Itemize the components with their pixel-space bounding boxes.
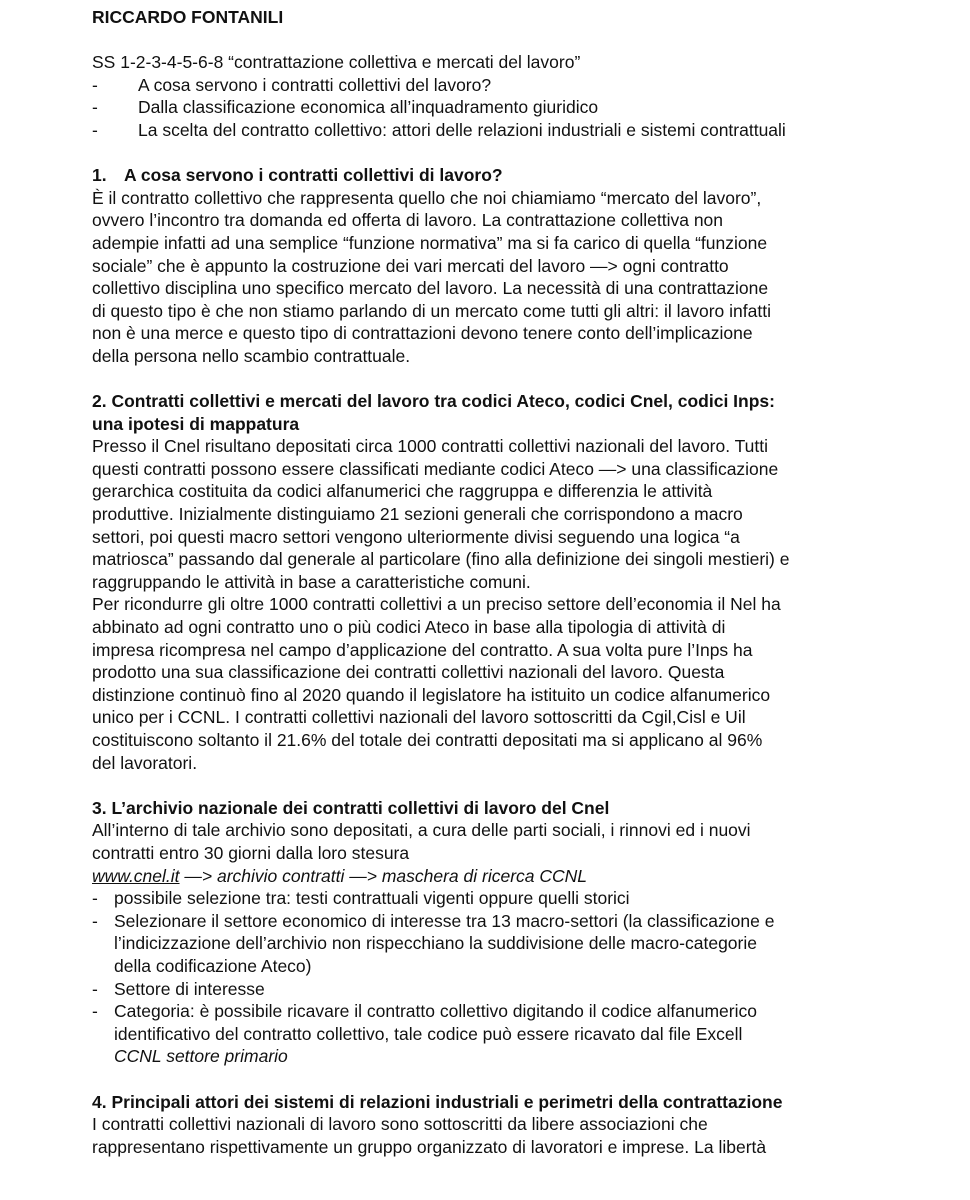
text-line: adempie infatti ad una semplice “funzione normativa” ma si fa carico di quella “funzione xyxy=(92,232,768,253)
dash-bullet: - xyxy=(92,978,98,999)
heading-line: 2. Contratti collettivi e mercati del lavoro tra codici Ateco, codici Cnel, codici Inps: xyxy=(92,391,775,412)
text-line: della persona nello scambio contrattuale. xyxy=(92,345,411,366)
dash-bullet: - xyxy=(92,1001,98,1022)
text-line: gerarchica costituita da codici alfanumerici che raggruppa e differenzia le attività xyxy=(92,481,713,502)
list-item xyxy=(92,910,910,978)
text-line: È il contratto collettivo che rappresenta quello che noi chiamiamo “mercato del lavoro”, xyxy=(92,187,762,208)
spacer xyxy=(92,29,910,52)
text-line: rappresentano rispettivamente un gruppo organizzato di lavoratori e imprese. La libertà xyxy=(92,1136,767,1157)
text-line: contratti entro 30 giorni dalla loro stesura xyxy=(92,842,410,863)
dash-bullet: - xyxy=(92,74,98,95)
text-line: l’indicizzazione dell’archivio non rispecchiano la suddivisione delle macro-categorie xyxy=(114,933,757,954)
intro-list-item: - Dalla classificazione economica all’inquadramento giuridico xyxy=(92,97,599,118)
text-line: Settore di interesse xyxy=(114,978,265,999)
section-3-heading: 3. L’archivio nazionale dei contratti collettivi di lavoro del Cnel xyxy=(92,797,610,818)
section-2-body xyxy=(92,435,910,774)
section-4-body xyxy=(92,1113,910,1158)
text-line: abbinato ad ogni contratto uno o più codici Ateco in base alla tipologia di attività di xyxy=(92,617,726,638)
text-line: costituiscono soltanto il 21.6% del totale dei contratti depositati ma si applicano al 96% xyxy=(92,730,763,750)
dash-bullet: - xyxy=(92,888,98,909)
text-line: del lavoratori. xyxy=(92,752,198,773)
text-line: prodotto una sua classificazione dei contratti collettivi nazionali del lavoro. Questa xyxy=(92,662,725,683)
spacer xyxy=(92,1068,910,1091)
navigation-path xyxy=(92,865,910,888)
spacer xyxy=(92,774,910,797)
text-line: I contratti collettivi nazionali di lavoro sono sottoscritti da libere associazioni che xyxy=(92,1114,708,1135)
spacer xyxy=(92,142,910,165)
heading-line: una ipotesi di mappatura xyxy=(92,413,300,434)
spacer xyxy=(92,368,910,391)
list-item xyxy=(92,978,910,1001)
dash-bullet: - xyxy=(92,97,98,118)
text-line: collettivo disciplina uno specifico mercato del lavoro. La necessità di una contrattazione xyxy=(92,278,769,299)
text-line: non è una merce e questo tipo di contrattazioni devono tenere conto dell’implicazione xyxy=(92,323,753,344)
section-1-body xyxy=(92,187,910,368)
list-item xyxy=(92,1000,910,1068)
text-line: impresa ricompresa nel campo d’applicazione del contratto. A sua volta pure l’Inps ha xyxy=(92,639,753,660)
text-line: unico per i CCNL. I contratti collettivi nazionali del lavoro sottoscritti da Cgil,Cisl e Uil xyxy=(92,707,746,728)
text-line: Per ricondurre gli oltre 1000 contratti collettivi a un preciso settore dell’economia il Nel ha xyxy=(92,594,781,615)
text-line: distinzione continuò fino al 2020 quando il legislatore ha istituito un codice alfanumerico xyxy=(92,684,771,705)
section-1-title: A cosa servono i contratti collettivi di lavoro? xyxy=(124,165,503,186)
text-line: ovvero l’incontro tra domanda ed offerta di lavoro. La contrattazione collettiva non xyxy=(92,210,724,231)
text-line: sociale” che è appunto la costruzione dei vari mercati del lavoro —> ogni contratto xyxy=(92,255,729,276)
dash-bullet: - xyxy=(92,119,98,140)
text-line: produttive. Inizialmente distinguiamo 21 sezioni generali che corrispondono a macro xyxy=(92,504,743,525)
text-line: Presso il Cnel risultano depositati circa 1000 contratti collettivi nazionali del lavoro. Tutti xyxy=(92,436,769,457)
section-4-heading: 4. Principali attori dei sistemi di relazioni industriali e perimetri della contrattazione xyxy=(92,1091,783,1112)
text-line: di questo tipo è che non stiamo parlando di un mercato come tutti gli altri: il lavoro infatti xyxy=(92,300,771,321)
text-line: della codificazione Ateco) xyxy=(114,955,312,976)
archive-path-text: —> archivio contratti —> maschera di ricerca CCNL xyxy=(179,865,588,886)
section-1-heading xyxy=(92,164,910,187)
section-2-heading xyxy=(92,390,910,435)
text-line: settori, poi questi macro settori vengono ulteriormente divisi seguendo una logica “a xyxy=(92,526,740,547)
section-1-number: 1. xyxy=(92,165,107,186)
text-line: identificativo del contratto collettivo, tale codice può essere ricavato dal file Excell xyxy=(114,1023,743,1044)
intro-list-item: - A cosa servono i contratti collettivi del lavoro? xyxy=(92,74,492,95)
text-line: Categoria: è possibile ricavare il contratto collettivo digitando il codice alfanumerico xyxy=(114,1001,757,1022)
text-line: possibile selezione tra: testi contrattuali vigenti oppure quelli storici xyxy=(114,888,630,909)
cnel-link[interactable]: www.cnel.it xyxy=(92,865,180,886)
text-line: Selezionare il settore economico di interesse tra 13 macro-settori (la classificazione e xyxy=(114,910,775,931)
text-line: All’interno di tale archivio sono depositati, a cura delle parti sociali, i rinnovi ed i nuovi xyxy=(92,820,751,841)
list-item xyxy=(92,887,910,910)
dash-bullet: - xyxy=(92,910,98,931)
section-3-body xyxy=(92,819,910,1068)
intro-list-item: - La scelta del contratto collettivo: attori delle relazioni industriali e sistemi contrattuali xyxy=(92,119,786,140)
text-line: raggruppando le attività in base a caratteristiche comuni. xyxy=(92,571,531,592)
text-line: matriosca” passando dal generale al particolare (fino alla definizione dei singoli mestieri) e xyxy=(92,549,790,570)
excel-file-name: CCNL settore primario xyxy=(114,1046,288,1067)
text-line: questi contratti possono essere classificati mediante codici Ateco —> una classificazione xyxy=(92,458,779,479)
intro-title: SS 1-2-3-4-5-6-8 “contrattazione collettiva e mercati del lavoro” xyxy=(92,52,581,73)
author-name: RICCARDO FONTANILI xyxy=(92,7,284,27)
